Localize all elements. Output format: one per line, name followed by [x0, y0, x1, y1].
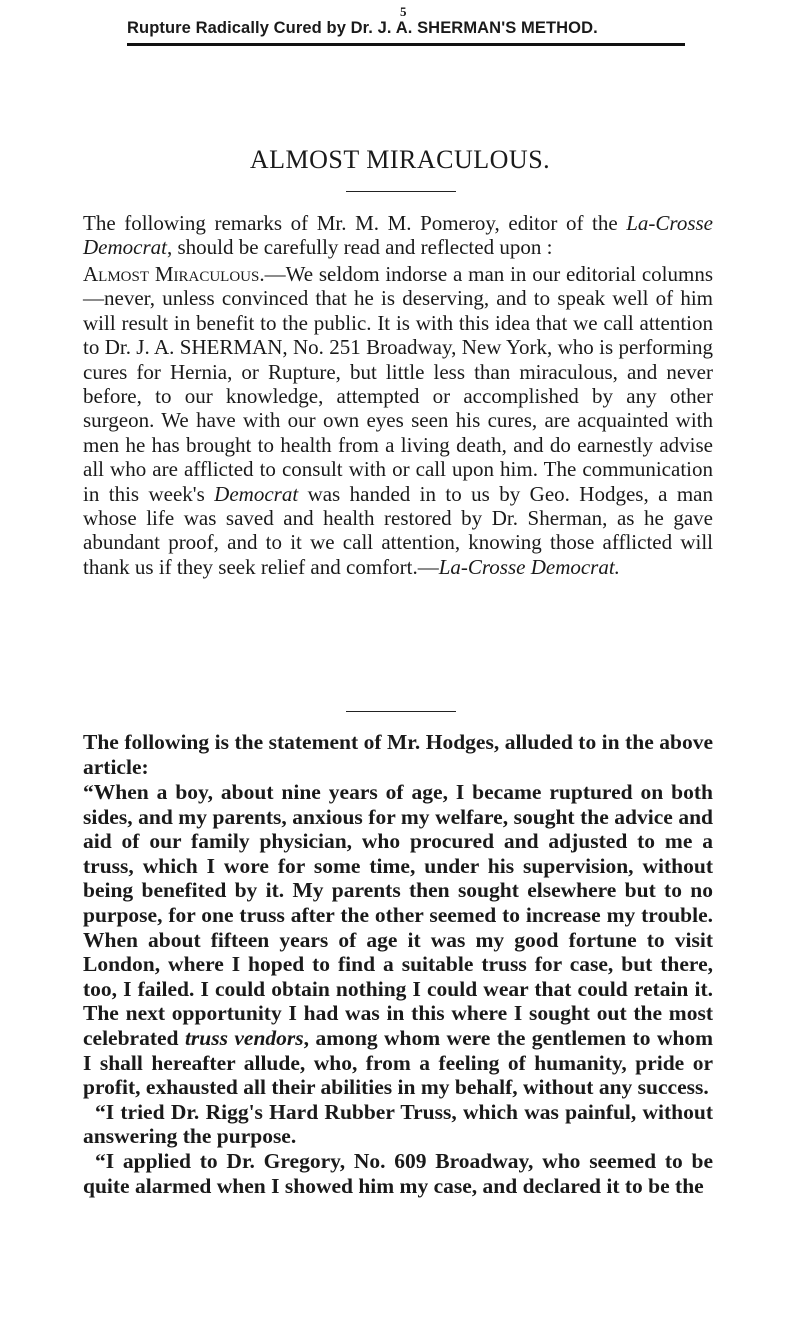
intro-text-2: , should be carefully read and reflected upon :	[166, 235, 553, 260]
article-text-1: —We seldom indorse a man in our editorial columns—never, unless convinced that he is deserving, and to speak well of him will result in benefit to the public. It is with this idea that we call attention to Dr. J. A. SHERMAN, No. 251 Broadway, New York, who is performing cures for Hernia, or Rupture, but little less than miraculous, and never before, to our knowledge, attempted or accomplished by any other surgeon. We have with our own eyes seen his cures, are acquainted with men he has brought to health from a living death, and do earnestly advise all who are afflicted to consult with or call upon him. The communication in this week's	[83, 262, 714, 506]
page-number: 5	[400, 4, 407, 19]
statement-intro	[83, 730, 713, 780]
intro-paragraph	[83, 211, 713, 260]
statement-intro-text: The following is the statement of Mr. Hodges, alluded to in the above article:	[83, 730, 713, 779]
article-lead: Almost Miraculous.	[83, 262, 265, 286]
article-text-2: was handed in to us by Geo. Hodges, a man whose life was saved and health restored by Dr. Sherman, as he gave abundant proof, and to it we call attention, knowing those afflicted will thank us if they seek relief and comfort.—	[83, 481, 713, 579]
title-divider	[346, 191, 456, 192]
header-rule	[127, 43, 685, 46]
statement-para1-text-2: , among whom were the gentlemen to whom I shall hereafter allude, who, from a feeling of humanity, pride or profit, exhausted all their abilities in my behalf, without any success.	[83, 1025, 714, 1100]
quoted-article	[83, 262, 713, 579]
running-head: Rupture Radically Cured by Dr. J. A. SHERMAN'S METHOD.	[127, 19, 598, 37]
statement-italic-truss-vendors: truss vendors	[184, 1025, 304, 1050]
intro-text-1: The following remarks of Mr. M. M. Pomeroy, editor of the	[83, 211, 627, 235]
section-divider	[346, 711, 456, 712]
article-title: ALMOST MIRACULOUS.	[249, 145, 551, 174]
intro-newspaper-name: La-Crosse Democrat	[83, 211, 713, 260]
article-source: La-Crosse Democrat.	[438, 554, 620, 579]
article-italic-democrat: Democrat	[214, 481, 299, 506]
statement-para1-text-1: “When a boy, about nine years of age, I became ruptured on both sides, and my parents, anxious for my welfare, sought the advice and aid of our family physician, who procured and adjusted to me a truss, which I wore for some time, under his supervision, without being benefited by it. My parents then sought elsewhere but to no purpose, for one truss after the other seemed to increase my trouble. When about fifteen years of age it was my good fortune to visit London, where I hoped to find a suitable truss for case, but there, too, I failed. I could obtain nothing I could wear that could retain it. The next opportunity I had was in this where I sought out the most celebrated	[83, 780, 713, 1050]
hodges-statement	[83, 780, 713, 1198]
statement-para3: “I applied to Dr. Gregory, No. 609 Broadway, who seemed to be quite alarmed when I showed him my case, and declared it to be the	[83, 1148, 713, 1198]
statement-para2: “I tried Dr. Rigg's Hard Rubber Truss, which was painful, without answering the purpose.	[83, 1099, 713, 1149]
